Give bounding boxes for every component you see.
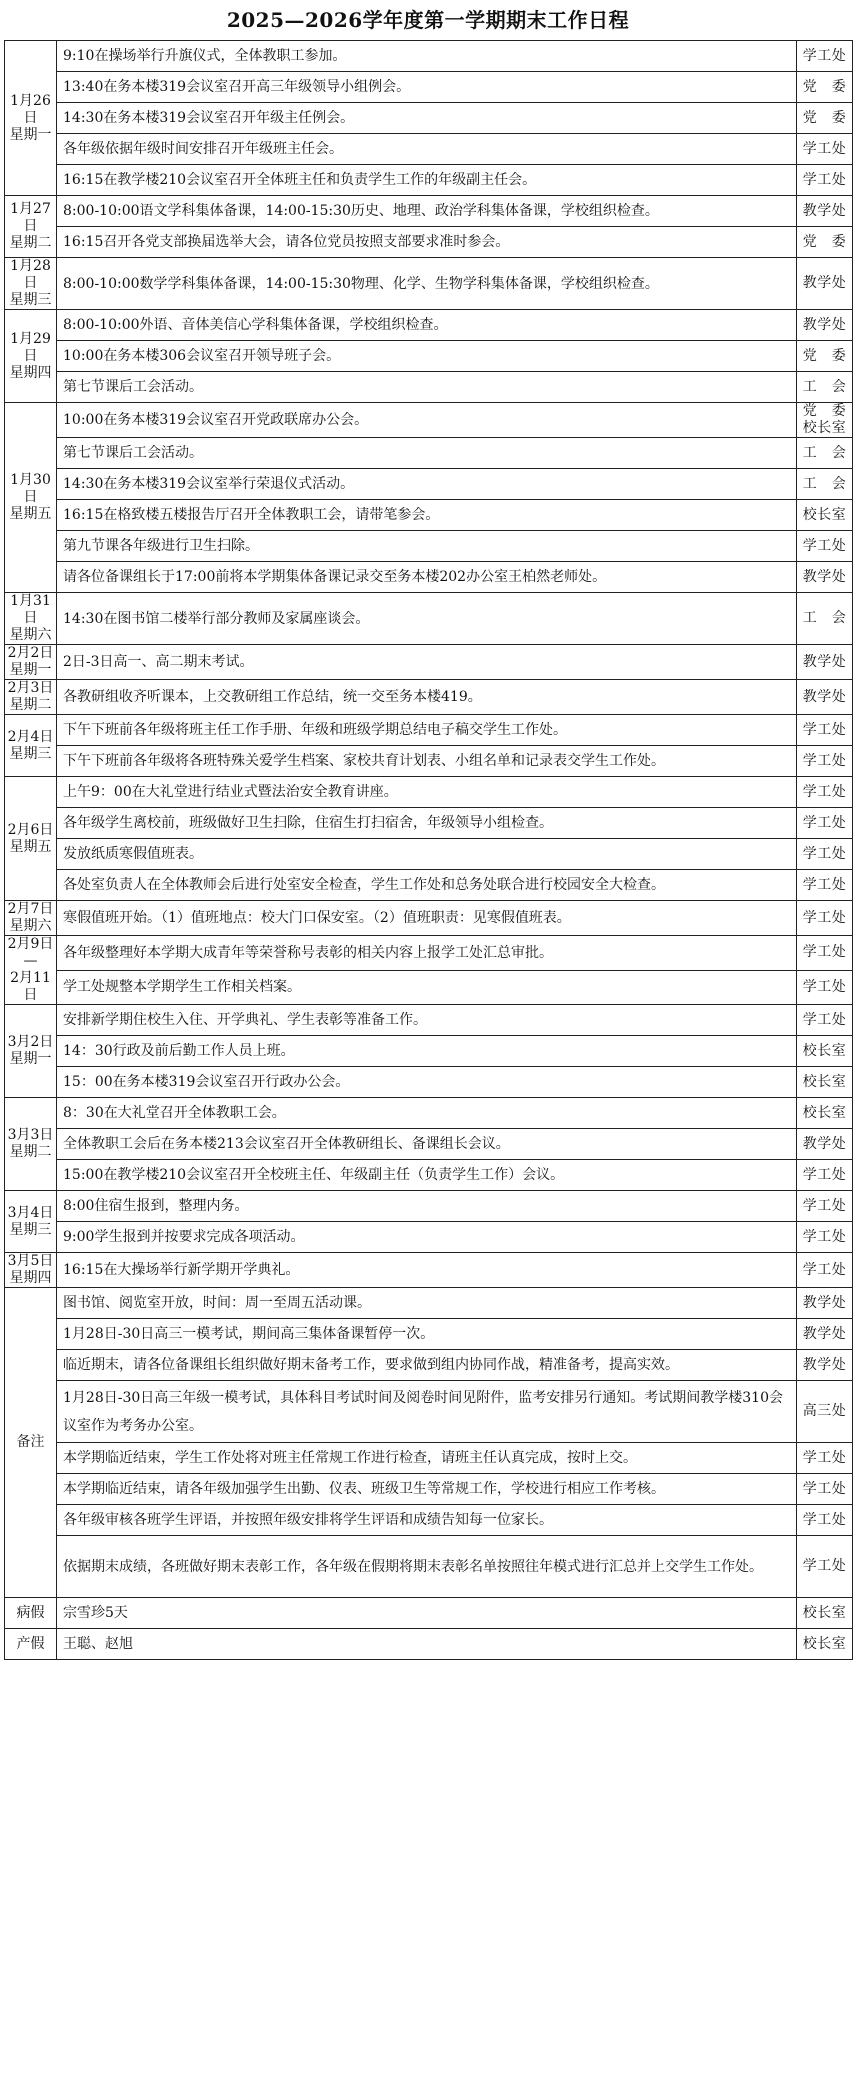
schedule-row xyxy=(5,531,853,562)
date-cell: 3月5日 星期四 xyxy=(5,1253,57,1288)
schedule-row xyxy=(5,1598,853,1629)
schedule-row xyxy=(5,1191,853,1222)
task-cell: 上午9：00在大礼堂进行结业式暨法治安全教育讲座。 xyxy=(57,777,797,808)
department-cell: 校长室 xyxy=(797,1036,853,1067)
task-cell: 10:00在务本楼306会议室召开领导班子会。 xyxy=(57,341,797,372)
task-cell: 16:15在大操场举行新学期开学典礼。 xyxy=(57,1253,797,1288)
task-cell: 9:10在操场举行升旗仪式，全体教职工参加。 xyxy=(57,41,797,72)
task-cell: 各年级学生离校前，班级做好卫生扫除，住宿生打扫宿舍，年级领导小组检查。 xyxy=(57,808,797,839)
task-cell: 第七节课后工会活动。 xyxy=(57,438,797,469)
schedule-row xyxy=(5,1505,853,1536)
task-cell: 本学期临近结束，请各年级加强学生出勤、仪表、班级卫生等常规工作，学校进行相应工作考核。 xyxy=(57,1474,797,1505)
department-cell: 学工处 xyxy=(797,715,853,746)
schedule-row xyxy=(5,1253,853,1288)
date-cell: 1月26日 星期一 xyxy=(5,41,57,196)
schedule-row xyxy=(5,970,853,1005)
schedule-body xyxy=(5,41,853,1660)
date-cell: 3月3日 星期二 xyxy=(5,1098,57,1191)
department-cell: 教学处 xyxy=(797,196,853,227)
department-cell: 教学处 xyxy=(797,1288,853,1319)
schedule-row xyxy=(5,103,853,134)
date-cell: 1月28日 星期三 xyxy=(5,258,57,310)
task-cell: 临近期末，请各位备课组长组织做好期末备考工作，要求做到组内协同作战，精准备考，提高实效。 xyxy=(57,1350,797,1381)
department-cell: 学工处 xyxy=(797,1005,853,1036)
department-cell: 学工处 xyxy=(797,746,853,777)
department-cell: 学工处 xyxy=(797,839,853,870)
task-cell: 下午下班前各年级将各班特殊关爱学生档案、家校共育计划表、小组名单和记录表交学生工作处。 xyxy=(57,746,797,777)
schedule-row xyxy=(5,1160,853,1191)
department-cell: 教学处 xyxy=(797,680,853,715)
task-cell: 1月28日-30日高三年级一模考试，具体科目考试时间及阅卷时间见附件，监考安排另行通知。考试期间教学楼310会议室作为考务办公室。 xyxy=(57,1381,797,1443)
task-cell: 14：30行政及前后勤工作人员上班。 xyxy=(57,1036,797,1067)
department-cell: 工 会 xyxy=(797,438,853,469)
schedule-row xyxy=(5,134,853,165)
schedule-row xyxy=(5,1222,853,1253)
schedule-row xyxy=(5,403,853,438)
task-cell: 8:00-10:00数学学科集体备课，14:00-15:30物理、化学、生物学科集体备课，学校组织检查。 xyxy=(57,258,797,310)
task-cell: 14:30在图书馆二楼举行部分教师及家属座谈会。 xyxy=(57,593,797,645)
department-cell: 党 委 xyxy=(797,72,853,103)
date-cell: 1月30日 星期五 xyxy=(5,403,57,593)
schedule-row xyxy=(5,901,853,936)
department-cell: 学工处 xyxy=(797,1160,853,1191)
task-cell: 各处室负责人在全体教师会后进行处室安全检查，学生工作处和总务处联合进行校园安全大检查。 xyxy=(57,870,797,901)
task-cell: 13:40在务本楼319会议室召开高三年级领导小组例会。 xyxy=(57,72,797,103)
department-cell: 学工处 xyxy=(797,936,853,971)
date-cell: 3月4日 星期三 xyxy=(5,1191,57,1253)
date-cell: 1月29日 星期四 xyxy=(5,310,57,403)
schedule-row xyxy=(5,870,853,901)
schedule-row xyxy=(5,1288,853,1319)
task-cell: 各年级整理好本学期大成青年等荣誉称号表彰的相关内容上报学工处汇总审批。 xyxy=(57,936,797,971)
task-cell: 王聪、赵旭 xyxy=(57,1629,797,1660)
department-cell: 党 委 xyxy=(797,227,853,258)
task-cell: 图书馆、阅览室开放，时间：周一至周五活动课。 xyxy=(57,1288,797,1319)
task-cell: 请各位备课组长于17:00前将本学期集体备课记录交至务本楼202办公室王柏然老师处。 xyxy=(57,562,797,593)
schedule-row xyxy=(5,72,853,103)
department-cell: 学工处 xyxy=(797,1474,853,1505)
schedule-row xyxy=(5,1350,853,1381)
department-cell: 教学处 xyxy=(797,562,853,593)
department-cell: 学工处 xyxy=(797,1253,853,1288)
task-cell: 14:30在务本楼319会议室举行荣退仪式活动。 xyxy=(57,469,797,500)
department-cell: 学工处 xyxy=(797,901,853,936)
schedule-row xyxy=(5,777,853,808)
task-cell: 下午下班前各年级将班主任工作手册、年级和班级学期总结电子稿交学生工作处。 xyxy=(57,715,797,746)
task-cell: 8：30在大礼堂召开全体教职工会。 xyxy=(57,1098,797,1129)
schedule-row xyxy=(5,1005,853,1036)
schedule-row xyxy=(5,1319,853,1350)
schedule-row xyxy=(5,165,853,196)
task-cell: 16:15在格致楼五楼报告厅召开全体教职工会，请带笔参会。 xyxy=(57,500,797,531)
schedule-row xyxy=(5,196,853,227)
department-cell: 党 委 xyxy=(797,103,853,134)
task-cell: 第九节课各年级进行卫生扫除。 xyxy=(57,531,797,562)
schedule-row xyxy=(5,839,853,870)
department-cell: 校长室 xyxy=(797,1067,853,1098)
task-cell: 15:00在教学楼210会议室召开全校班主任、年级副主任（负责学生工作）会议。 xyxy=(57,1160,797,1191)
department-cell: 工 会 xyxy=(797,469,853,500)
schedule-row xyxy=(5,227,853,258)
department-cell: 教学处 xyxy=(797,258,853,310)
task-cell: 寒假值班开始。（1）值班地点：校大门口保安室。（2）值班职责：见寒假值班表。 xyxy=(57,901,797,936)
task-cell: 8:00-10:00语文学科集体备课，14:00-15:30历史、地理、政治学科集体备课，学校组织检查。 xyxy=(57,196,797,227)
department-cell: 教学处 xyxy=(797,1350,853,1381)
schedule-row xyxy=(5,372,853,403)
task-cell: 2日-3日高一、高二期末考试。 xyxy=(57,645,797,680)
schedule-row xyxy=(5,936,853,971)
department-cell: 学工处 xyxy=(797,777,853,808)
task-cell: 各教研组收齐听课本，上交教研组工作总结，统一交至务本楼419。 xyxy=(57,680,797,715)
schedule-row xyxy=(5,341,853,372)
department-cell: 校长室 xyxy=(797,1629,853,1660)
schedule-row xyxy=(5,1629,853,1660)
schedule-row xyxy=(5,680,853,715)
schedule-row xyxy=(5,1443,853,1474)
task-cell: 15：00在务本楼319会议室召开行政办公会。 xyxy=(57,1067,797,1098)
department-cell: 校长室 xyxy=(797,500,853,531)
task-cell: 第七节课后工会活动。 xyxy=(57,372,797,403)
task-cell: 依据期末成绩，各班做好期末表彰工作，各年级在假期将期末表彰名单按照往年模式进行汇总并上交学生工作处。 xyxy=(57,1536,797,1598)
schedule-row xyxy=(5,746,853,777)
schedule-row xyxy=(5,469,853,500)
date-cell: 1月27日 星期二 xyxy=(5,196,57,258)
schedule-row xyxy=(5,715,853,746)
schedule-row xyxy=(5,258,853,310)
date-cell: 病假 xyxy=(5,1598,57,1629)
task-cell: 各年级依据年级时间安排召开年级班主任会。 xyxy=(57,134,797,165)
department-cell: 学工处 xyxy=(797,1536,853,1598)
department-cell: 学工处 xyxy=(797,134,853,165)
schedule-row xyxy=(5,1036,853,1067)
schedule-row xyxy=(5,310,853,341)
schedule-row xyxy=(5,1536,853,1598)
task-cell: 学工处规整本学期学生工作相关档案。 xyxy=(57,970,797,1005)
schedule-row xyxy=(5,562,853,593)
department-cell: 党 委 校长室 xyxy=(797,403,853,438)
department-cell: 学工处 xyxy=(797,1191,853,1222)
department-cell: 校长室 xyxy=(797,1098,853,1129)
schedule-row xyxy=(5,41,853,72)
schedule-row xyxy=(5,500,853,531)
task-cell: 16:15在教学楼210会议室召开全体班主任和负责学生工作的年级副主任会。 xyxy=(57,165,797,196)
department-cell: 党 委 xyxy=(797,341,853,372)
schedule-row xyxy=(5,1381,853,1443)
schedule-table xyxy=(4,40,853,1660)
task-cell: 10:00在务本楼319会议室召开党政联席办公会。 xyxy=(57,403,797,438)
department-cell: 工 会 xyxy=(797,593,853,645)
department-cell: 学工处 xyxy=(797,41,853,72)
department-cell: 学工处 xyxy=(797,1222,853,1253)
date-cell: 2月4日 星期三 xyxy=(5,715,57,777)
date-cell: 产假 xyxy=(5,1629,57,1660)
department-cell: 教学处 xyxy=(797,310,853,341)
task-cell: 各年级审核各班学生评语，并按照年级安排将学生评语和成绩告知每一位家长。 xyxy=(57,1505,797,1536)
department-cell: 学工处 xyxy=(797,870,853,901)
schedule-row xyxy=(5,438,853,469)
department-cell: 教学处 xyxy=(797,1129,853,1160)
date-cell: 2月2日 星期一 xyxy=(5,645,57,680)
department-cell: 工 会 xyxy=(797,372,853,403)
department-cell: 教学处 xyxy=(797,645,853,680)
department-cell: 学工处 xyxy=(797,531,853,562)
schedule-row xyxy=(5,645,853,680)
department-cell: 学工处 xyxy=(797,970,853,1005)
schedule-row xyxy=(5,1129,853,1160)
department-cell: 学工处 xyxy=(797,808,853,839)
department-cell: 高三处 xyxy=(797,1381,853,1443)
department-cell: 学工处 xyxy=(797,1443,853,1474)
task-cell: 8:00住宿生报到，整理内务。 xyxy=(57,1191,797,1222)
date-cell: 3月2日 星期一 xyxy=(5,1005,57,1098)
task-cell: 全体教职工会后在务本楼213会议室召开全体教研组长、备课组长会议。 xyxy=(57,1129,797,1160)
task-cell: 安排新学期住校生入住、开学典礼、学生表彰等准备工作。 xyxy=(57,1005,797,1036)
department-cell: 学工处 xyxy=(797,1505,853,1536)
date-cell: 2月9日— 2月11日 xyxy=(5,936,57,1005)
task-cell: 宗雪珍5天 xyxy=(57,1598,797,1629)
task-cell: 本学期临近结束，学生工作处将对班主任常规工作进行检查，请班主任认真完成，按时上交。 xyxy=(57,1443,797,1474)
task-cell: 8:00-10:00外语、音体美信心学科集体备课，学校组织检查。 xyxy=(57,310,797,341)
date-cell: 2月7日 星期六 xyxy=(5,901,57,936)
task-cell: 14:30在务本楼319会议室召开年级主任例会。 xyxy=(57,103,797,134)
task-cell: 9:00学生报到并按要求完成各项活动。 xyxy=(57,1222,797,1253)
schedule-row xyxy=(5,1067,853,1098)
schedule-row xyxy=(5,1474,853,1505)
task-cell: 发放纸质寒假值班表。 xyxy=(57,839,797,870)
date-cell: 1月31日 星期六 xyxy=(5,593,57,645)
schedule-row xyxy=(5,808,853,839)
task-cell: 16:15召开各党支部换届选举大会，请各位党员按照支部要求准时参会。 xyxy=(57,227,797,258)
schedule-row xyxy=(5,1098,853,1129)
department-cell: 教学处 xyxy=(797,1319,853,1350)
page-title: 2025—2026学年度第一学期期末工作日程 xyxy=(226,8,630,32)
date-cell: 备注 xyxy=(5,1288,57,1598)
date-cell: 2月6日 星期五 xyxy=(5,777,57,901)
date-cell: 2月3日 星期二 xyxy=(5,680,57,715)
department-cell: 校长室 xyxy=(797,1598,853,1629)
task-cell: 1月28日-30日高三一模考试，期间高三集体备课暂停一次。 xyxy=(57,1319,797,1350)
department-cell: 学工处 xyxy=(797,165,853,196)
schedule-row xyxy=(5,593,853,645)
